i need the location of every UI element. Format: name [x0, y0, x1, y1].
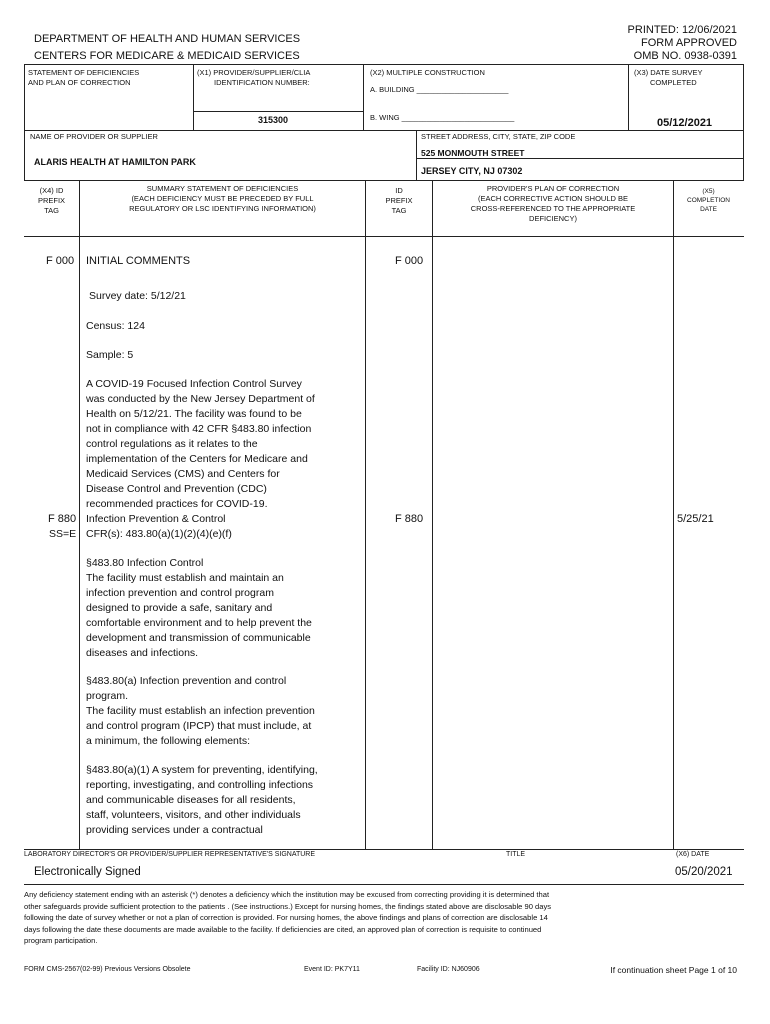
rule — [416, 130, 417, 180]
facility-id: Facility ID: NJ60906 — [417, 966, 480, 973]
tag-f000-right: F 000 — [395, 255, 424, 267]
x3-label-2: COMPLETED — [650, 78, 697, 87]
rule — [363, 64, 364, 130]
x4-header-line: (X4) ID — [39, 186, 64, 195]
text-line: §483.80(a) Infection prevention and control — [86, 675, 287, 687]
x4-header — [24, 186, 79, 216]
plan-header-line: DEFICIENCY) — [529, 214, 577, 223]
f880-cfr: CFR(s): 483.80(a)(1)(2)(4)(e)(f) — [86, 528, 232, 540]
text-line: recommended practices for COVID-19. — [86, 498, 268, 510]
street-address: 525 MONMOUTH STREET — [421, 148, 525, 158]
text-line: designed to provide a safe, sanitary and — [86, 602, 273, 614]
text-line: staff, volunteers, visitors, and other individuals — [86, 809, 301, 821]
signature-label: LABORATORY DIRECTOR'S OR PROVIDER/SUPPLIER REPRESENTATIVE'S SIGNATURE — [24, 851, 316, 858]
provider-name-label: NAME OF PROVIDER OR SUPPLIER — [30, 132, 158, 141]
summary-header — [80, 184, 365, 214]
id-header-line: ID — [395, 186, 403, 195]
summary-header-line: SUMMARY STATEMENT OF DEFICIENCIES — [146, 184, 299, 193]
form-id: FORM CMS-2567(02-99) Previous Versions Obsolete — [24, 966, 191, 973]
text-line: development and transmission of communicable — [86, 632, 311, 644]
signature-date: 05/20/2021 — [675, 866, 733, 878]
rule — [24, 180, 744, 181]
text-line: not in compliance with 42 CFR §483.80 infection — [86, 423, 312, 435]
plan-header-line: PROVIDER'S PLAN OF CORRECTION — [486, 184, 620, 193]
x4-header-line: TAG — [44, 206, 59, 215]
page-number: If continuation sheet Page 1 of 10 — [610, 965, 737, 975]
x5-header — [674, 187, 743, 214]
rule — [193, 64, 194, 130]
text-line: program. — [86, 690, 129, 702]
summary-header-line: (EACH DEFICIENCY MUST BE PRECEDED BY FULL — [131, 194, 314, 203]
dept-line-1: DEPARTMENT OF HEALTH AND HUMAN SERVICES — [34, 33, 301, 45]
building-label: A. BUILDING ______________________ — [370, 85, 509, 94]
tag-f880: F 880 — [48, 513, 77, 525]
census-line: Census: 124 — [86, 320, 145, 332]
rule — [24, 64, 744, 65]
paragraph-483-80 — [86, 556, 356, 661]
text-line: comfortable environment and to help prevent the — [86, 617, 312, 629]
scope-severity: SS=E — [49, 528, 77, 540]
paragraph-483-80-a — [86, 674, 356, 749]
disclaimer-line: days following the date these documents are made available to the facility. If deficiencies are cited, an approved plan of correction is requisite to continued — [24, 924, 542, 934]
plan-header-line: CROSS-REFERENCED TO THE APPROPRIATE — [470, 204, 636, 213]
id-header — [366, 186, 432, 216]
disclaimer-line: Any deficiency statement ending with an asterisk (*) denotes a deficiency which the institution may be excused from correcting providing it is determined that — [24, 890, 550, 899]
text-line: was conducted by the New Jersey Department of — [86, 393, 315, 405]
x5-header-line: DATE — [700, 206, 717, 213]
tag-f880-right: F 880 — [395, 513, 424, 525]
x4-header-line: PREFIX — [37, 196, 66, 205]
rule — [193, 111, 363, 112]
rule — [365, 180, 366, 849]
text-line: §483.80 Infection Control — [86, 557, 204, 569]
plan-header — [433, 184, 673, 224]
x3-label-1: (X3) DATE SURVEY — [634, 68, 703, 77]
statement-label-1: STATEMENT OF DEFICIENCIES — [28, 68, 140, 77]
id-header-line: TAG — [391, 206, 407, 215]
text-line: control regulations as it relates to the — [86, 438, 258, 450]
text-line: Disease Control and Prevention (CDC) — [86, 483, 267, 495]
covid-paragraph — [86, 377, 356, 512]
printed-date: PRINTED: 12/06/2021 — [627, 24, 737, 36]
provider-number: 315300 — [258, 115, 289, 125]
event-id: Event ID: PK7Y11 — [304, 966, 360, 973]
rule — [24, 130, 744, 131]
rule — [79, 180, 80, 849]
city-state-zip: JERSEY CITY, NJ 07302 — [421, 166, 523, 176]
disclaimer-line: following the date of survey whether or not a plan of correction is provided. For nursing homes, the above findings and plans of correction are disclosable 14 — [24, 913, 548, 922]
disclaimer-line: other safeguards provide sufficient protection to the patients . (See instructions.) Except for nursing homes, the findings stated above are disclosable 90 days — [24, 901, 552, 911]
paragraph-483-80-a-1 — [86, 763, 356, 838]
address-label: STREET ADDRESS, CITY, STATE, ZIP CODE — [421, 132, 576, 141]
text-line: A COVID-19 Focused Infection Control Survey — [86, 378, 302, 390]
x6-date-label: (X6) DATE — [676, 851, 710, 858]
x5-header-line: (X5) — [702, 188, 715, 195]
statement-label-2: AND PLAN OF CORRECTION — [28, 78, 131, 87]
text-line: and communicable diseases for all residents, — [86, 794, 296, 806]
electronic-signature: Electronically Signed — [34, 866, 141, 878]
disclaimer-line: program participation. — [24, 936, 98, 945]
text-line: reporting, investigating, and controlling infections — [86, 779, 314, 791]
text-line: implementation of the Centers for Medicare and — [86, 453, 308, 465]
survey-date-line: Survey date: 5/12/21 — [89, 290, 186, 302]
id-header-line: PREFIX — [385, 196, 413, 205]
text-line: Health on 5/12/21. The facility was found to be — [86, 408, 302, 420]
plan-header-line: (EACH CORRECTIVE ACTION SHOULD BE — [477, 194, 629, 203]
form-approved: FORM APPROVED — [641, 37, 737, 49]
text-line: diseases and infections. — [86, 647, 199, 659]
text-line: and control program (IPCP) that must include, at — [86, 720, 312, 732]
title-label: TITLE — [506, 851, 526, 858]
text-line: providing services under a contractual — [86, 824, 263, 836]
text-line: Medicaid Services (CMS) and Centers for — [86, 468, 280, 480]
sample-line: Sample: 5 — [86, 349, 134, 361]
x5-header-line: COMPLETION — [687, 197, 730, 204]
completion-date: 5/25/21 — [677, 513, 714, 525]
x1-label-2: IDENTIFICATION NUMBER: — [214, 78, 310, 87]
rule — [24, 884, 744, 885]
x2-label: (X2) MULTIPLE CONSTRUCTION — [370, 68, 485, 77]
text-line: §483.80(a)(1) A system for preventing, identifying, — [86, 764, 318, 776]
text-line: infection prevention and control program — [86, 587, 274, 599]
rule — [628, 64, 629, 130]
summary-header-line: REGULATORY OR LSC IDENTIFYING INFORMATION) — [129, 204, 316, 213]
omb-number: OMB NO. 0938-0391 — [633, 50, 737, 62]
text-line: The facility must establish and maintain an — [86, 572, 284, 584]
provider-name: ALARIS HEALTH AT HAMILTON PARK — [34, 157, 196, 167]
text-line: The facility must establish an infection prevention — [86, 705, 315, 717]
x1-label-1: (X1) PROVIDER/SUPPLIER/CLIA — [197, 68, 311, 77]
text-line: a minimum, the following elements: — [86, 735, 250, 747]
rule — [24, 849, 744, 850]
wing-label: B. WING ___________________________ — [370, 113, 515, 122]
rule — [673, 180, 674, 849]
f880-title: Infection Prevention & Control — [86, 513, 226, 525]
rule — [24, 64, 25, 180]
disclaimer — [24, 889, 744, 947]
dept-line-2: CENTERS FOR MEDICARE & MEDICAID SERVICES — [34, 50, 300, 62]
rule — [743, 64, 744, 180]
rule — [24, 236, 744, 237]
survey-completed-date: 05/12/2021 — [657, 117, 713, 129]
initial-comments: INITIAL COMMENTS — [86, 255, 191, 267]
rule — [432, 180, 433, 849]
tag-f000: F 000 — [46, 255, 75, 267]
